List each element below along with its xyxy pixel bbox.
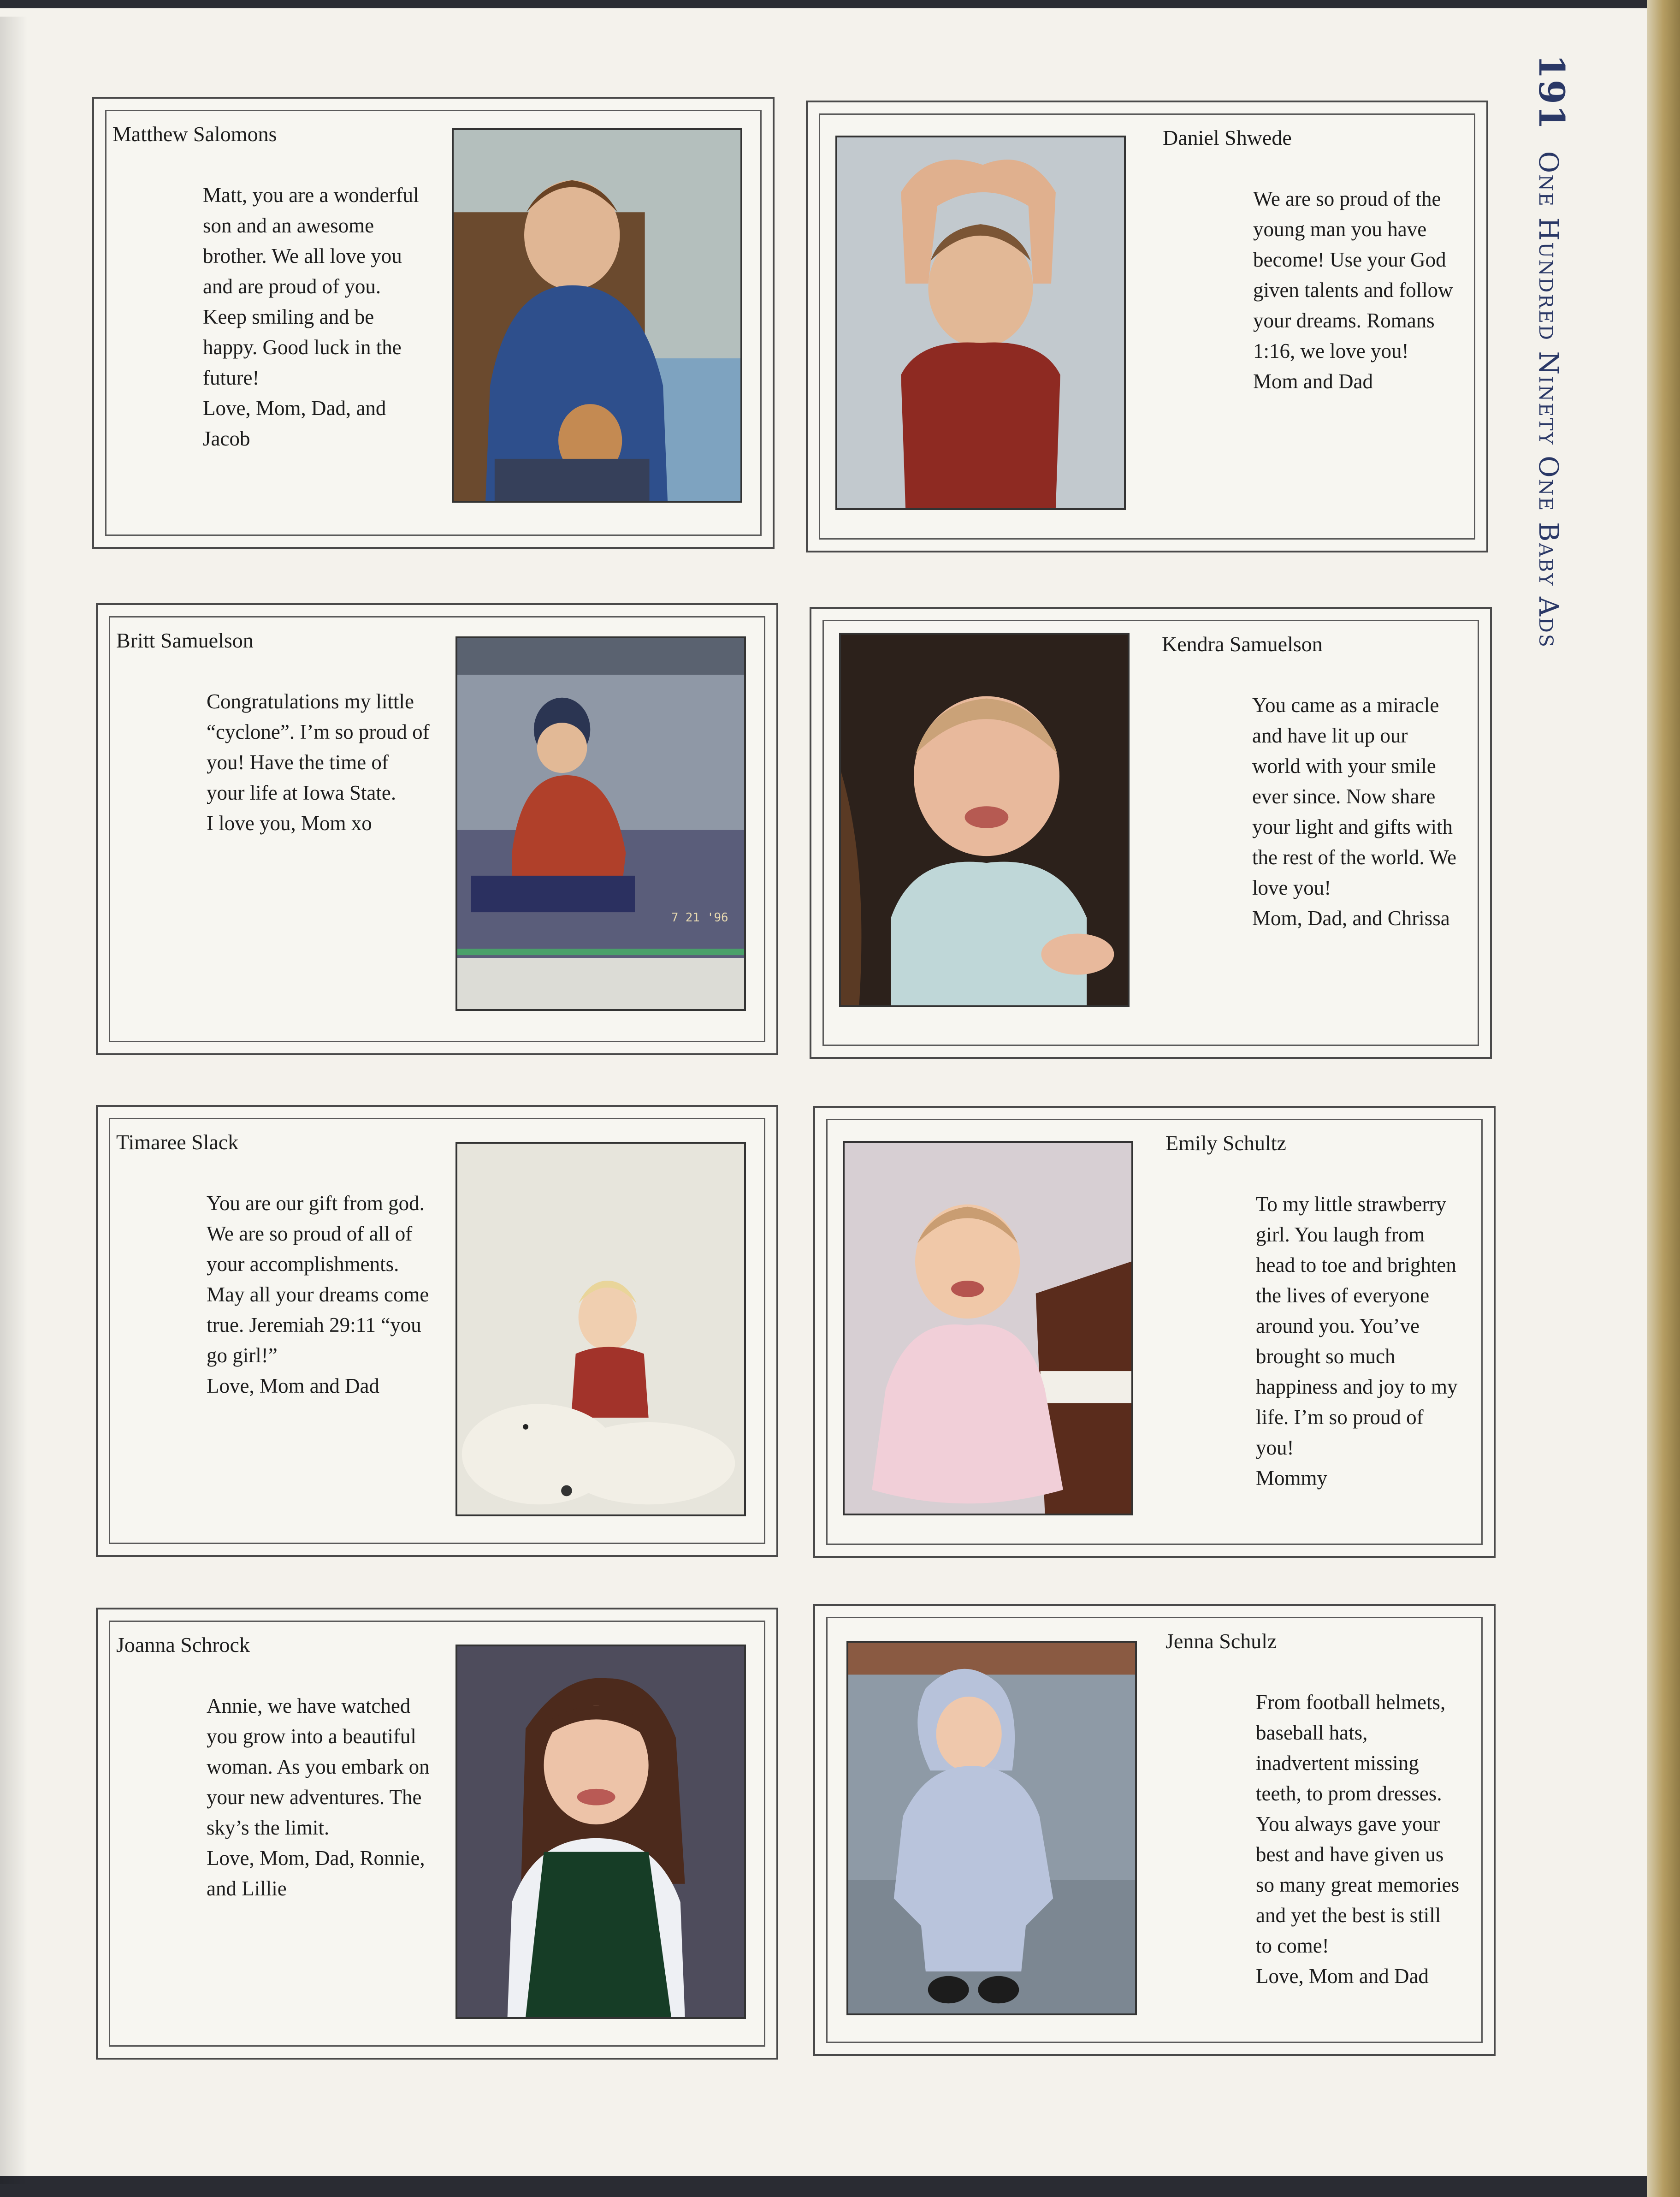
ad-message-text: We are so proud of the young man you have become! Use your God given talents and follow your dreams. Romans 1:16, we love you! xyxy=(1253,187,1453,362)
ad-signature: Mom, Dad, and Chrissa xyxy=(1252,907,1450,930)
ad-photo xyxy=(455,1645,746,2019)
ad-photo xyxy=(452,128,742,503)
ad-message xyxy=(1162,690,1457,933)
ad-message xyxy=(1163,184,1458,397)
ad-signature: Love, Mom and Dad xyxy=(207,1374,379,1397)
ad-message-text: Congratulations my little “cyclone”. I’m so proud of you! Have the time of your life at Iowa State. xyxy=(207,690,430,804)
baby-ad-daniel-shwede xyxy=(806,101,1488,552)
ad-name: Matthew Salomons xyxy=(112,122,277,146)
ad-message-text: You are our gift from god. We are so proud of all of your accomplishments. May all your dreams come true. Jeremiah 29:11 “you go girl!” xyxy=(207,1192,429,1367)
ad-message xyxy=(1165,1189,1461,1493)
ad-name: Britt Samuelson xyxy=(116,629,254,652)
page-shadow xyxy=(0,17,28,2184)
ad-name: Joanna Schrock xyxy=(116,1633,250,1657)
ad-photo xyxy=(839,633,1130,1007)
ad-signature: Mom and Dad xyxy=(1253,370,1373,393)
baby-ad-emily-schultz xyxy=(813,1106,1496,1558)
ad-name: Timaree Slack xyxy=(116,1130,239,1154)
ad-message-text: Annie, we have watched you grow into a beautiful woman. As you embark on your new adventures. The sky’s the limit. xyxy=(207,1694,430,1839)
baby-ad-kendra-samuelson xyxy=(810,607,1492,1059)
ad-name: Emily Schultz xyxy=(1165,1131,1286,1155)
baby-ad-joanna-schrock xyxy=(96,1608,778,2060)
ad-name: Kendra Samuelson xyxy=(1162,632,1323,656)
ad-signature: Mommy xyxy=(1256,1467,1328,1490)
ad-message xyxy=(116,1188,430,1401)
baby-ad-timaree-slack xyxy=(96,1105,778,1557)
ad-message xyxy=(112,180,426,454)
ad-photo xyxy=(455,1142,746,1516)
ad-message-text: You came as a miracle and have lit up our world with your smile ever since. Now share your light and gifts with the rest of the world. We love you! xyxy=(1252,694,1456,899)
ad-name: Jenna Schulz xyxy=(1165,1629,1277,1653)
ad-signature: Love, Mom and Dad xyxy=(1256,1965,1429,1988)
ad-photo xyxy=(455,636,746,1011)
ad-signature: I love you, Mom xo xyxy=(207,812,372,835)
baby-ad-jenna-schulz xyxy=(813,1604,1496,2056)
ad-name: Daniel Shwede xyxy=(1163,126,1292,149)
ad-signature: Love, Mom, Dad, Ronnie, and Lillie xyxy=(207,1847,425,1900)
baby-ad-matthew-salomons xyxy=(92,97,775,549)
ad-photo xyxy=(846,1641,1137,2015)
section-title: One Hundred Ninety One Baby Ads xyxy=(1533,151,1564,648)
book-binding-edge xyxy=(1647,0,1680,2197)
page-sidebar xyxy=(1521,54,1586,700)
ad-photo xyxy=(835,136,1126,510)
ad-signature: Love, Mom, Dad, and Jacob xyxy=(203,397,386,450)
ad-message-text: From football helmets, baseball hats, inadvertent missing teeth, to prom dresses. You always gave your best and have given us so many great memories and yet the best is still to come! xyxy=(1256,1691,1460,1957)
yearbook-page xyxy=(0,8,1647,2176)
ad-message-text: To my little strawberry girl. You laugh from head to toe and brighten the lives of everyone around you. You’ve brought so much happiness and joy to my life. I’m so proud of you! xyxy=(1256,1193,1458,1459)
ad-message xyxy=(116,1691,430,1904)
baby-ad-britt-samuelson xyxy=(96,603,778,1055)
page-header-vertical xyxy=(1531,54,1572,648)
ad-message xyxy=(1165,1687,1461,1991)
ad-message xyxy=(116,686,430,838)
ad-photo xyxy=(843,1141,1133,1515)
photo-date-stamp: 7 21 '96 xyxy=(671,910,728,925)
ad-message-text: Matt, you are a wonderful son and an awesome brother. We all love you and are proud of you. Keep smiling and be happy. Good luck in the future! xyxy=(203,184,419,389)
page-number: 191 xyxy=(1531,54,1572,131)
